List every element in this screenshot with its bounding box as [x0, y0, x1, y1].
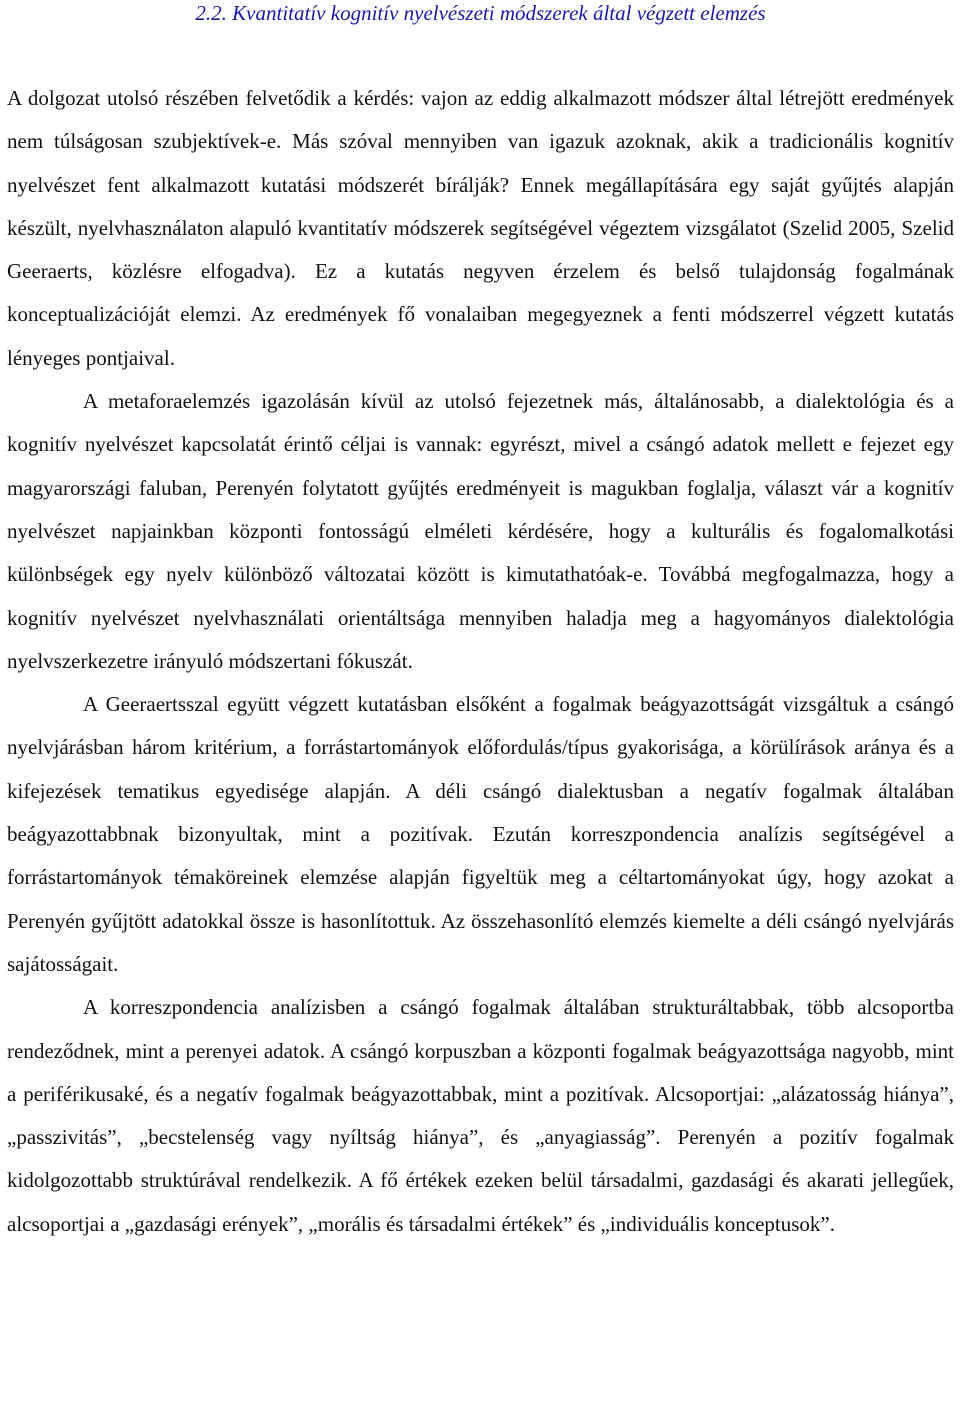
document-page: [7, 0, 954, 1246]
paragraph-correspondence-analysis: A korreszpondencia analízisben a csángó fogalmak általában strukturáltabbak, több alcsoportba rendeződnek, mint a perenyei adatok. A csángó korpuszban a központi fogalmak beágyazottsága nagyobb, mint a periférikusaké, és a negatív fogalmak beágyazottabbak, mint a pozitívak. Alcsoportjai: „alázatosság hiánya”, „passzivitás”, „becstelenség vagy nyíltság hiánya”, és „anyagiasság”. Perenyén a pozitív fogalmak kidolgozottabb struktúrával rendelkezik. A fő értékek ezeken belül társadalmi, gazdasági és akarati jellegűek, alcsoportjai a „gazdasági erények”, „morális és társadalmi értékek” és „individuális konceptusok”.: [7, 995, 954, 1236]
paragraph-dialectology-goals: A metaforaelemzés igazolásán kívül az utolsó fejezetnek más, általánosabb, a dialektológia és a kognitív nyelvészet kapcsolatát érintő céljai is vannak: egyrészt, mivel a csángó adatok mellett e fejezet egy magyarországi faluban, Perenyén folytatott gyűjtés eredményeit is magukban foglalja, választ vár a kognitív nyelvészet napjainkban központi fontosságú elméleti kérdésére, hogy a kulturális és fogalomalkotási különbségek egy nyelv különböző változatai között is kimutathatóak-e. Továbbá megfogalmazza, hogy a kognitív nyelvészet nyelvhasználati orientáltsága mennyiben haladja meg a hagyományos dialektológia nyelvszerkezetre irányuló módszertani fókuszát.: [7, 389, 954, 673]
paragraph-geeraerts-study: A Geeraertsszal együtt végzett kutatásban elsőként a fogalmak beágyazottságát vizsgáltuk a csángó nyelvjárásban három kritérium, a forrástartományok előfordulás/típus gyakorisága, a körülírások aránya és a kifejezések tematikus egyedisége alapján. A déli csángó dialektusban a negatív fogalmak általában beágyazottabbnak bizonyultak, mint a pozitívak. Ezután korreszpondencia analízis segítségével a forrástartományok témaköreinek elemzése alapján figyeltük meg a céltartományokat úgy, hogy azokat a Perenyén gyűjtött adatokkal össze is hasonlítottuk. Az összehasonlító elemzés kiemelte a déli csángó nyelvjárás sajátosságait.: [7, 692, 954, 976]
section-heading: 2.2. Kvantitatív kognitív nyelvészeti módszerek által végzett elemzés: [195, 1, 766, 25]
paragraph-method-question: A dolgozat utolsó részében felvetődik a kérdés: vajon az eddig alkalmazott módszer által létrejött eredmények nem túlságosan szubjektívek-e. Más szóval mennyiben van igazuk azoknak, akik a tradicionális kognitív nyelvészet fent alkalmazott kutatási módszerét bírálják? Ennek megállapítására egy saját gyűjtés alapján készült, nyelvhasználaton alapuló kvantitatív módszerek segítségével végeztem vizsgálatot (Szelid 2005, Szelid Geeraerts, közlésre elfogadva). Ez a kutatás negyven érzelem és belső tulajdonság fogalmának konceptualizációját elemzi. Az eredmények fő vonalaiban megegyeznek a fenti módszerrel végzett kutatás lényeges pontjaival.: [7, 86, 954, 370]
